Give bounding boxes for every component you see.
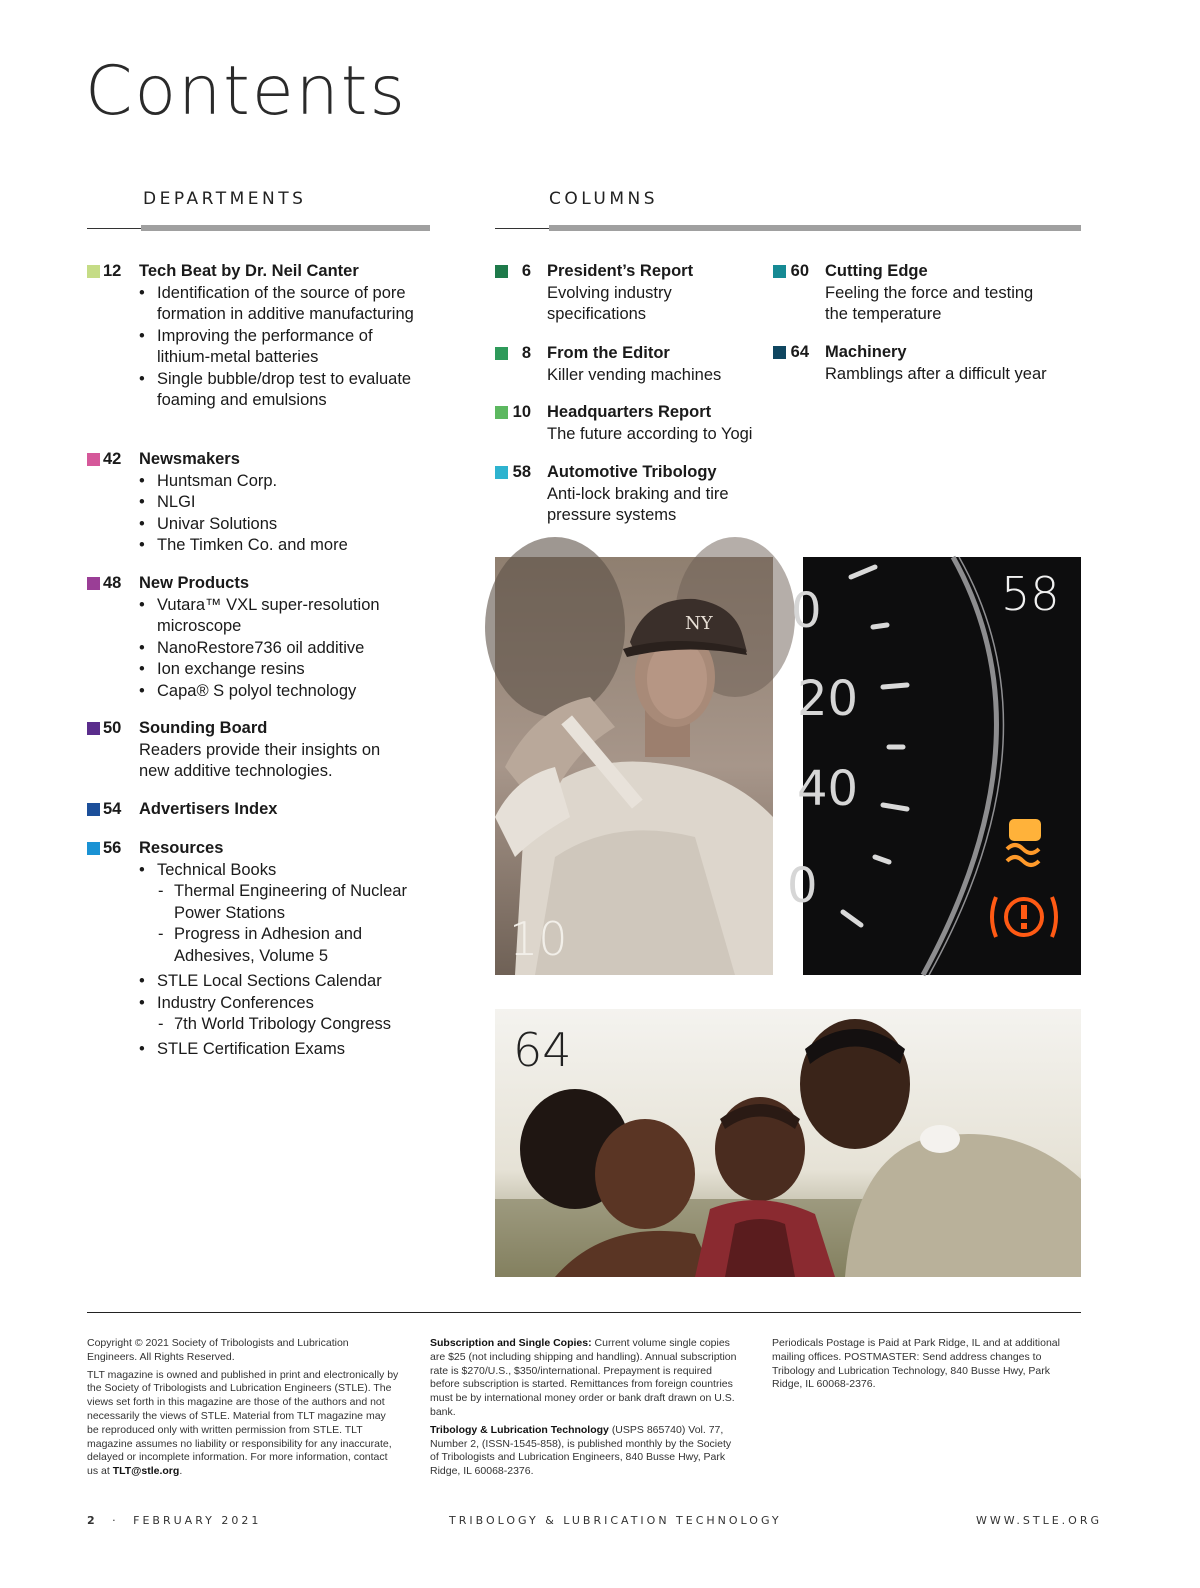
baseball-photo[interactable] bbox=[495, 557, 773, 975]
contact-email-link[interactable]: TLT@stle.org bbox=[112, 1465, 180, 1478]
page-number: 12 bbox=[103, 262, 122, 280]
page-number: 6 bbox=[521, 262, 531, 280]
color-square bbox=[495, 466, 508, 479]
entry-title: New Products bbox=[139, 574, 250, 592]
entry-title: Tech Beat by Dr. Neil Canter bbox=[139, 262, 359, 280]
color-square bbox=[495, 406, 508, 419]
footer-website[interactable]: WWW.STLE.ORG bbox=[976, 1514, 1102, 1527]
footer-publication: TRIBOLOGY & LUBRICATION TECHNOLOGY bbox=[449, 1514, 782, 1527]
bullet-item: • Huntsman Corp. bbox=[139, 471, 419, 493]
color-square bbox=[87, 803, 100, 816]
gauge-number: 40 bbox=[797, 761, 859, 817]
entry-title: Headquarters Report bbox=[547, 403, 712, 421]
entry-description: Evolving industry specifications bbox=[547, 283, 672, 323]
bullet-item: • Identification of the source of pore formation in additive manufacturing bbox=[139, 283, 419, 326]
color-square bbox=[87, 453, 100, 466]
color-square bbox=[87, 577, 100, 590]
gauge-number: 0 bbox=[791, 583, 822, 639]
bullet-item: • The Timken Co. and more bbox=[139, 535, 419, 557]
color-square bbox=[87, 842, 100, 855]
family-photo[interactable] bbox=[495, 1009, 1081, 1277]
footer-page-number: 2 bbox=[87, 1514, 98, 1527]
entry-description: The future according to Yogi bbox=[547, 424, 753, 443]
page-number: 50 bbox=[103, 719, 122, 737]
entry-description: Feeling the force and testing the temperature bbox=[825, 283, 1034, 323]
entry-title: Automotive Tribology bbox=[547, 463, 717, 481]
bullet-item: • Industry Conferences bbox=[139, 993, 419, 1015]
columns-rule-thick bbox=[549, 225, 1081, 231]
departments-rule-thin bbox=[87, 228, 141, 229]
entry-title: Advertisers Index bbox=[139, 800, 278, 818]
bullet-item: • Univar Solutions bbox=[139, 514, 419, 536]
subscription-label: Subscription and Single Copies: bbox=[430, 1337, 592, 1349]
gauge-number: 20 bbox=[797, 671, 859, 727]
color-square bbox=[773, 265, 786, 278]
footer-divider bbox=[87, 1312, 1081, 1313]
page-number: 8 bbox=[521, 344, 531, 362]
bullet-item: • STLE Certification Exams bbox=[139, 1039, 419, 1061]
svg-text:NY: NY bbox=[685, 613, 713, 634]
color-square bbox=[495, 265, 508, 278]
color-square bbox=[773, 346, 786, 359]
bullet-item: • Capa® S polyol technology bbox=[139, 681, 419, 703]
color-square bbox=[87, 265, 100, 278]
departments-rule-thick bbox=[141, 225, 430, 231]
dashboard-photo[interactable] bbox=[787, 557, 1081, 975]
sub-bullet-item: - Thermal Engineering of Nuclear Power Stations bbox=[139, 881, 419, 924]
fine-print-subscription bbox=[430, 1337, 740, 1483]
bullet-item: • STLE Local Sections Calendar bbox=[139, 971, 419, 993]
columns-heading: COLUMNS bbox=[549, 189, 658, 209]
entry-description: Killer vending machines bbox=[547, 365, 722, 384]
entry-title: Newsmakers bbox=[139, 450, 240, 468]
columns-rule-thin bbox=[495, 228, 549, 229]
bullet-item: • Ion exchange resins bbox=[139, 659, 419, 681]
footer-date: FEBRUARY 2021 bbox=[133, 1514, 262, 1527]
entry-title: Sounding Board bbox=[139, 719, 268, 737]
fine-print-copyright: Copyright © 2021 Society of Tribologists and Lubrication Engineers. All Rights Reserved. TLT magazine is owned and published in print and electronically by the Society of Tribologists and Lubrication Engineers (STLE). The views set forth in this magazine are those of the authors and not necessarily the views of STLE. Material from TLT magazine may be reproduced only with written permission from STLE. TLT magazine assumes no liability or responsibility for any inaccurate, delayed or incomplete information. For more information, contact us at TLT@stle.org. bbox=[87, 1337, 399, 1478]
entry-description: Ramblings after a difficult year bbox=[825, 364, 1047, 383]
sub-bullet-item: - 7th World Tribology Congress bbox=[139, 1014, 419, 1036]
entry-title: Machinery bbox=[825, 343, 907, 361]
bullet-item: • Single bubble/drop test to evaluate foaming and emulsions bbox=[139, 369, 419, 412]
entry-title: Resources bbox=[139, 839, 224, 857]
gauge-number: 0 bbox=[787, 858, 818, 914]
departments-heading: DEPARTMENTS bbox=[143, 189, 307, 209]
publication-label: Tribology & Lubrication Technology bbox=[430, 1423, 609, 1436]
ownership-text: TLT magazine is owned and published in print and electronically by the Society of Tribologists and Lubrication Engineers (STLE). The views set forth in this magazine are those of the authors and not necessarily the views of STLE. Material from TLT magazine may be reproduced only with written permission from STLE. TLT magazine assumes no liability or responsibility for any inaccurate, delayed or incomplete information. For more information, contact us at bbox=[87, 1368, 399, 1478]
postage-text: Periodicals Postage is Paid at Park Ridge, IL and at additional mailing offices. POSTMASTER: Send address changes to Tribology and Lubrication Technology, 840 Busse Hwy, Park Ridge, IL 60068-2376. bbox=[772, 1337, 1060, 1391]
subscription-text: Current volume single copies are $25 (not including shipping and handling). Annual subscription rate is $270/U.S., $350/international. Prepayment is required before subscription is started. Remittances from foreign countries must be by international money order or bank draft drawn on U.S. bank. bbox=[430, 1337, 737, 1418]
photo-page-label: 64 bbox=[513, 1023, 572, 1077]
color-square bbox=[495, 347, 508, 360]
entry-description: Anti-lock braking and tire pressure systems bbox=[547, 484, 729, 524]
bullet-item: • Vutara™ VXL super-resolution microscope bbox=[139, 595, 419, 638]
page-number: 42 bbox=[103, 450, 122, 468]
page-title: Contents bbox=[85, 52, 407, 131]
bullet-item: • Technical Books bbox=[139, 860, 419, 882]
copyright-text: Copyright © 2021 Society of Tribologists and Lubrication Engineers. All Rights Reserved. bbox=[87, 1337, 349, 1363]
page-number: 56 bbox=[103, 839, 122, 857]
color-square bbox=[87, 722, 100, 735]
bullet-item: • NLGI bbox=[139, 492, 419, 514]
entry-title: Cutting Edge bbox=[825, 262, 928, 280]
photo-page-label: 58 bbox=[1001, 567, 1060, 621]
photo-page-label: 10 bbox=[509, 912, 568, 966]
entry-title: President’s Report bbox=[547, 262, 694, 280]
family-illustration bbox=[495, 1009, 1081, 1277]
page-number: 58 bbox=[512, 463, 531, 481]
publication-text: (USPS 865740) Vol. 77, Number 2, (ISSN-1545-858), is published monthly by the Society of Tribologists and Lubrication Engineers, 840 Busse Hwy, Park Ridge, IL 60068-2376. bbox=[430, 1423, 732, 1478]
bullet-item: • NanoRestore736 oil additive bbox=[139, 638, 419, 660]
fine-print-postage bbox=[772, 1337, 1072, 1396]
sub-bullet-item: - Progress in Adhesion and Adhesives, Volume 5 bbox=[139, 924, 419, 967]
page-number: 60 bbox=[790, 262, 809, 280]
page-number: 54 bbox=[103, 800, 122, 818]
entry-description: Readers provide their insights on new additive technologies. bbox=[139, 740, 381, 780]
page-number: 64 bbox=[790, 343, 809, 361]
page-number: 48 bbox=[103, 574, 122, 592]
footer-separator: · bbox=[112, 1514, 119, 1527]
footer-left bbox=[87, 1514, 261, 1527]
page-number: 10 bbox=[512, 403, 531, 421]
entry-title: From the Editor bbox=[547, 344, 670, 362]
bullet-item: • Improving the performance of lithium-metal batteries bbox=[139, 326, 419, 369]
